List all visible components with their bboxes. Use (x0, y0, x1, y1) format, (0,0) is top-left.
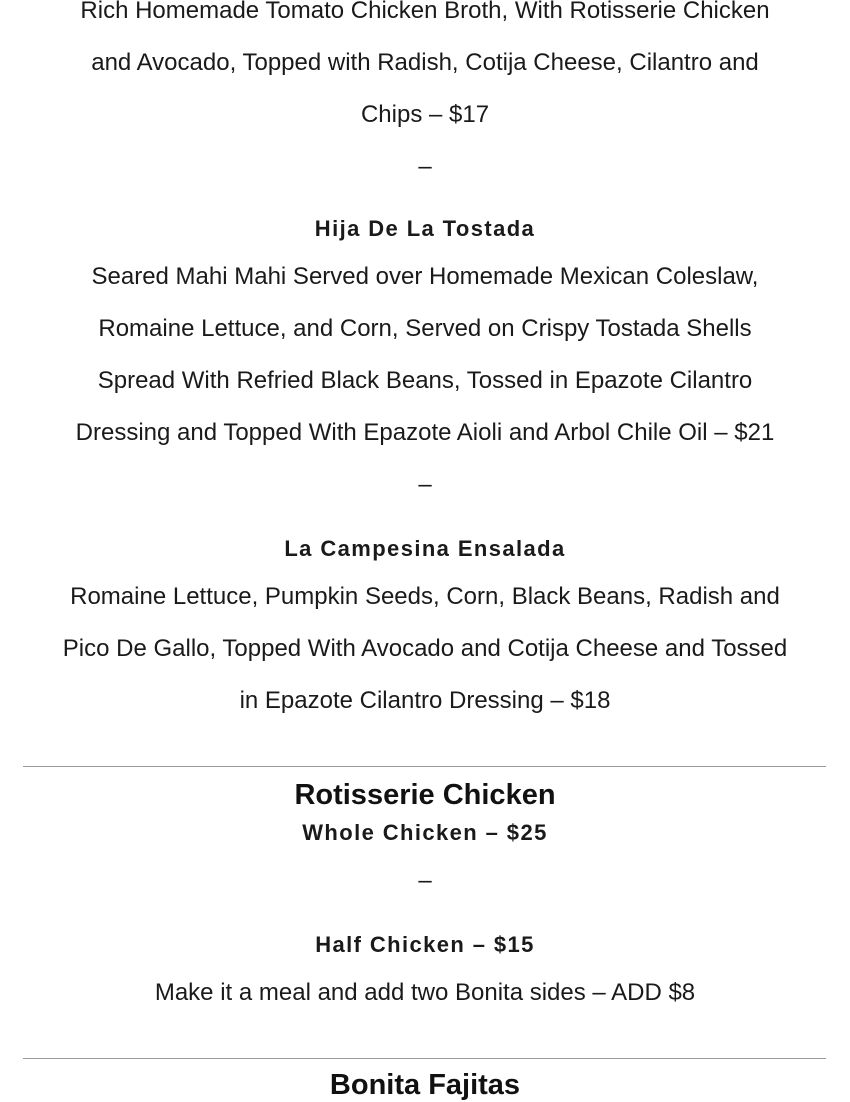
soup-description-line: Rich Homemade Tomato Chicken Broth, With Rotisserie Chicken (80, 0, 770, 24)
half-chicken-item (0, 931, 850, 959)
item-separator: – (418, 471, 432, 498)
item-separator: – (418, 153, 432, 180)
tostada-description-line: Romaine Lettuce, and Corn, Served on Crispy Tostada Shells (98, 315, 752, 342)
ensalada-description-line: Romaine Lettuce, Pumpkin Seeds, Corn, Black Beans, Radish and (70, 583, 780, 610)
ensalada-description (0, 571, 850, 727)
tostada-description-line: Dressing and Topped With Epazote Aioli and Arbol Chile Oil – $21 (75, 419, 775, 446)
tostada-title: Hija De La Tostada (314, 216, 536, 241)
soup-description-line: and Avocado, Topped with Radish, Cotija Cheese, Cilantro and (91, 49, 759, 76)
section-divider (23, 766, 826, 767)
rotisserie-note-wrap (0, 967, 850, 1019)
rotisserie-meal-note: Make it a meal and add two Bonita sides – ADD $8 (154, 979, 696, 1006)
tostada-description (0, 251, 850, 511)
tostada-item (0, 215, 850, 243)
ensalada-title: La Campesina Ensalada (284, 536, 566, 561)
ensalada-description-line: Pico De Gallo, Topped With Avocado and Cotija Cheese and Tossed (62, 635, 788, 662)
ensalada-item (0, 535, 850, 563)
fajitas-heading: Bonita Fajitas (329, 1069, 521, 1101)
whole-chicken-item (0, 819, 850, 847)
ensalada-description-line: in Epazote Cilantro Dressing – $18 (239, 687, 611, 714)
rotisserie-separator-wrap (0, 855, 850, 907)
soup-description-line: Chips – $17 (360, 101, 490, 128)
item-separator: – (418, 867, 432, 894)
section-divider (23, 1058, 826, 1059)
soup-description (0, 0, 850, 193)
rotisserie-heading: Rotisserie Chicken (294, 779, 556, 811)
whole-chicken-title: Whole Chicken – $25 (302, 820, 548, 845)
tostada-description-line: Spread With Refried Black Beans, Tossed in Epazote Cilantro (97, 367, 753, 394)
half-chicken-title: Half Chicken – $15 (315, 932, 535, 957)
tostada-description-line: Seared Mahi Mahi Served over Homemade Mexican Coleslaw, (91, 263, 759, 290)
